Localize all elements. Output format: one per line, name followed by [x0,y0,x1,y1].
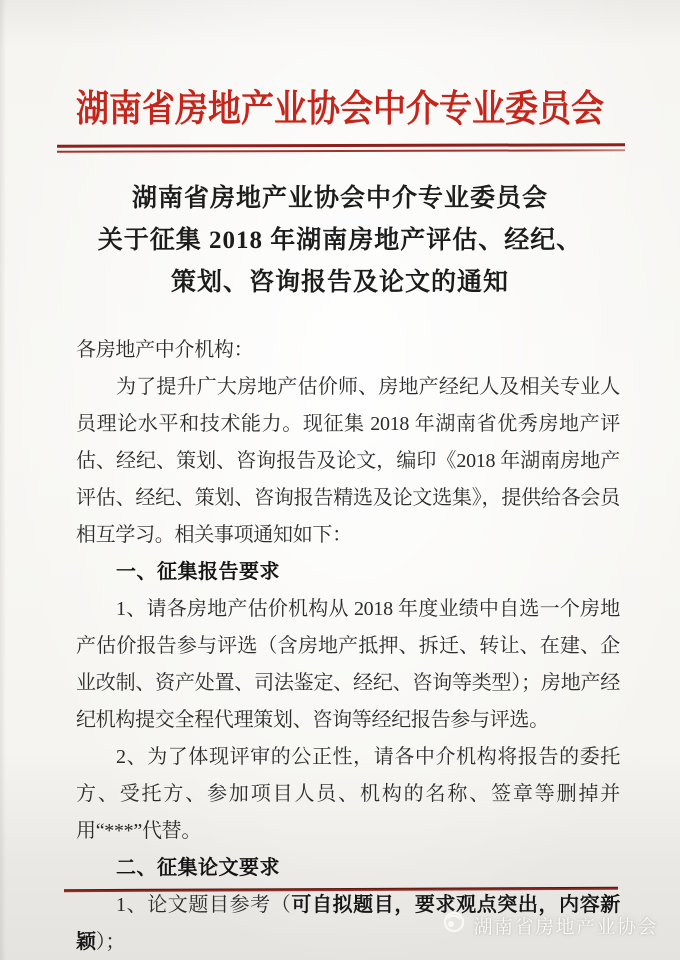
footer-watermark [442,910,658,940]
document-title [0,178,680,304]
intro-paragraph: 为了提升广大房地产估价师、房地产经纪人及相关专业人员理论水平和技术能力。现征集 2018 年湖南省优秀房地产评估、经纪、策划、咨询报告及论文，编印《2018 年湖南房地产评估、经纪、策划、咨询报告精选及论文选集》，提供给各会员相互学习。相关事项通知如下： [76,376,620,546]
document-title-line-3: 策划、咨询报告及论文的通知 [170,269,509,296]
section1-item1: 1、请各房地产估价机构从 2018 年度业绩中自选一个房地产估价报告参与评选（含房地产抵押、拆迁、转让、在建、企业改制、资产处置、司法鉴定、经纪、咨询等类型）；房地产经纪机构提交全程代理策划、咨询等经纪报告参与评选。 [76,598,620,731]
letterhead-divider-thin-line [57,149,625,152]
letterhead-org-name: 湖南省房地产业协会中介专业委员会 [76,87,604,129]
letterhead-divider [57,143,625,152]
section1-heading: 一、征集报告要求 [116,561,280,583]
section2-item1-prefix: 1、论文题目参考（ [116,894,292,916]
letterhead-divider-thick-line [57,143,625,147]
section2-heading: 二、征集论文要求 [116,857,280,879]
association-emblem-icon [442,910,466,940]
section2-item1-suffix: ）； [95,931,126,953]
section2-item1-bold-note: 可自拟题目，要求观点突出，内容新颖 [76,894,620,953]
salutation: 各房地产中介机构： [76,339,254,361]
footer-watermark-text: 湖南省房地产业协会 [473,916,658,938]
document-title-line-2: 关于征集 2018 年湖南房地产评估、经纪、 [97,227,583,254]
document-title-line-1: 湖南省房地产业协会中介专业委员会 [131,185,548,212]
document-body [76,332,620,960]
section1-item2: 2、为了体现评审的公正性，请各中介机构将报告的委托方、受托方、参加项目人员、机构的名称、签章等删掉并用“***”代替。 [76,746,620,842]
